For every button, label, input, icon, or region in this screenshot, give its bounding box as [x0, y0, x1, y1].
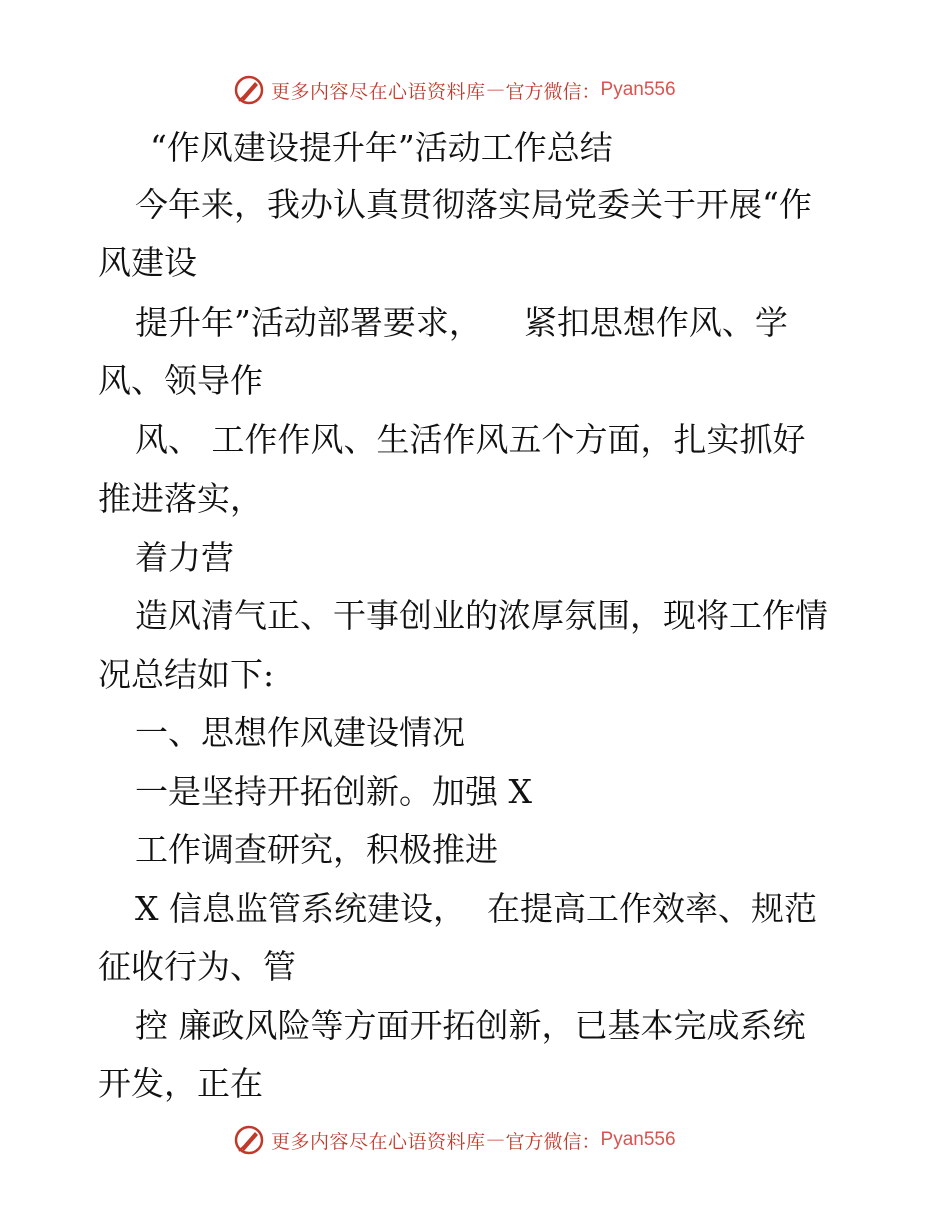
body-line: 推进落实， — [98, 479, 263, 518]
watermark-dash: — — [487, 81, 504, 98]
watermark-header — [233, 73, 676, 107]
watermark-text: 更多内容尽在心语资料库 — [271, 80, 486, 103]
body-line: 造风清气正、干事创业的浓厚氛围，现将工作情 — [135, 596, 828, 635]
body-line: 着力营 — [135, 538, 234, 577]
body-line: 况总结如下: — [98, 655, 275, 694]
document-title: “作风建设提升年”活动工作总结 — [150, 128, 613, 167]
body-line: 开发，正在 — [98, 1064, 263, 1103]
body-line: 风、 工作作风、生活作风五个方面，扎实抓好 — [135, 420, 806, 459]
body-line: 工作调查研究，积极推进 — [135, 830, 498, 869]
watermark-id: Pyan556 — [600, 1129, 676, 1150]
watermark-id: Pyan556 — [600, 79, 676, 100]
body-line: 风建设 — [98, 243, 197, 282]
section-heading: 一、思想作风建设情况 — [135, 713, 465, 752]
quill-logo-icon — [233, 1124, 265, 1156]
body-line: 征收行为、管 — [98, 947, 296, 986]
body-line: 风、领导作 — [98, 361, 263, 400]
watermark-official: 官方微信： — [505, 1130, 601, 1153]
body-line: 今年来，我办认真贯彻落实局党委关于开展“作 — [135, 185, 812, 224]
body-line: 一是坚持开拓创新。加强 X — [135, 772, 532, 811]
body-line: 控 廉政风险等方面开拓创新，已基本完成系统 — [135, 1006, 806, 1045]
watermark-dash: — — [487, 1131, 504, 1148]
body-line: X 信息监管系统建设， 在提高工作效率、规范 — [135, 889, 817, 928]
watermark-text: 更多内容尽在心语资料库 — [271, 1130, 486, 1153]
watermark-official: 官方微信： — [505, 80, 601, 103]
quill-logo-icon — [233, 74, 265, 106]
watermark-footer — [233, 1123, 676, 1157]
body-line: 提升年”活动部署要求， 紧扣思想作风、学 — [135, 303, 788, 342]
